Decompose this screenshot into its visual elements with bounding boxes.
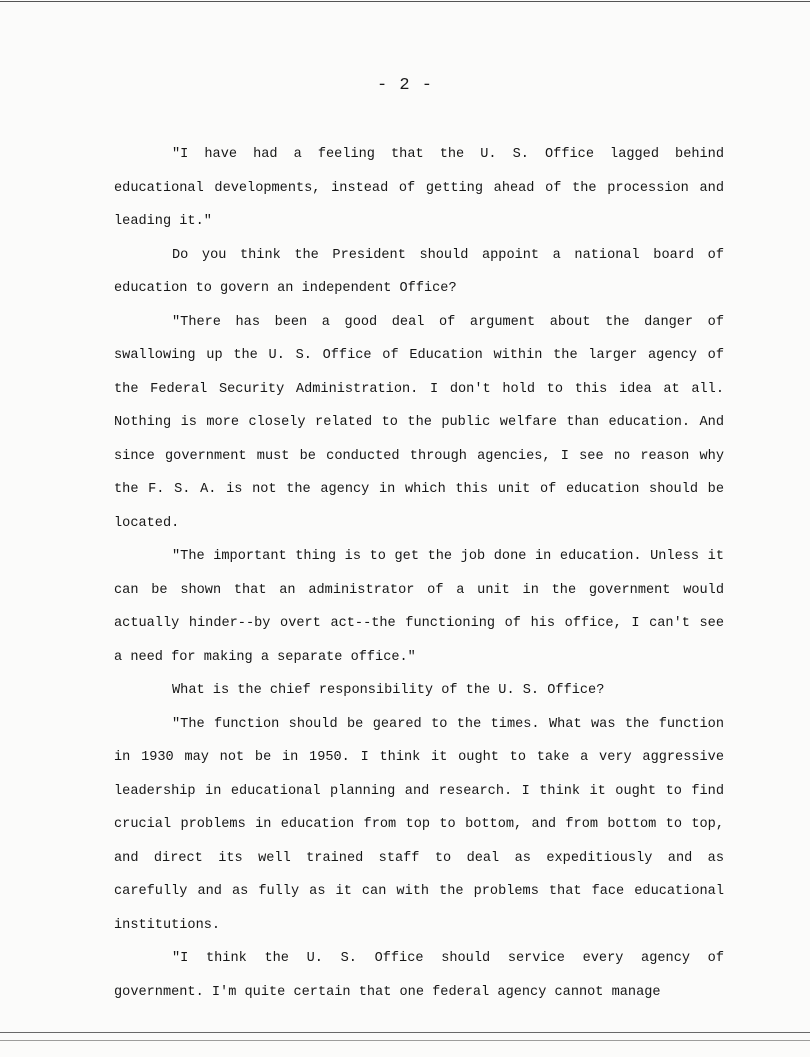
paragraph-5: What is the chief responsibility of the U. S. Office? bbox=[172, 683, 605, 698]
paragraph-3: "There has been a good deal of argument about the danger of swallowing up the U. S. Office of Education within the larger agency of the Federal Security Administration. I don't hold to this idea at all. Nothing is more closely related to the public welfare than education. And since government must be conducted through agencies, I see no reason why the F. S. A. is not the agency in which this unit of education should be located. bbox=[114, 314, 724, 531]
paragraph-1: "I have had a feeling that the U. S. Office lagged behind educational developments, instead of getting ahead of the procession and leading it." bbox=[114, 147, 724, 229]
paragraph-2: Do you think the President should appoint a national board of education to govern an independent Office? bbox=[114, 247, 724, 296]
page-bottom-edge bbox=[0, 1032, 810, 1033]
paragraph-4: "The important thing is to get the job done in education. Unless it can be shown that an administrator of a unit in the government would actually hinder--by overt act--the functioning of his office, I can't see a need for making a separate office." bbox=[114, 549, 724, 665]
paragraph-7: "I think the U. S. Office should service every agency of government. I'm quite certain that one federal agency cannot manage bbox=[114, 951, 724, 1000]
body-text bbox=[114, 138, 724, 1009]
paragraph-6: "The function should be geared to the times. What was the function in 1930 may not be in 1950. I think it ought to take a very aggressive leadership in educational planning and research. I think it ought to find crucial problems in education from top to bottom, and from bottom to top, and direct its well trained staff to deal as expeditiously and as carefully and as fully as it can with the problems that face educational institutions. bbox=[114, 716, 724, 933]
page-top-edge bbox=[0, 1, 810, 2]
page-number: - 2 - bbox=[376, 76, 433, 95]
page-bottom-edge-shadow bbox=[0, 1040, 810, 1041]
